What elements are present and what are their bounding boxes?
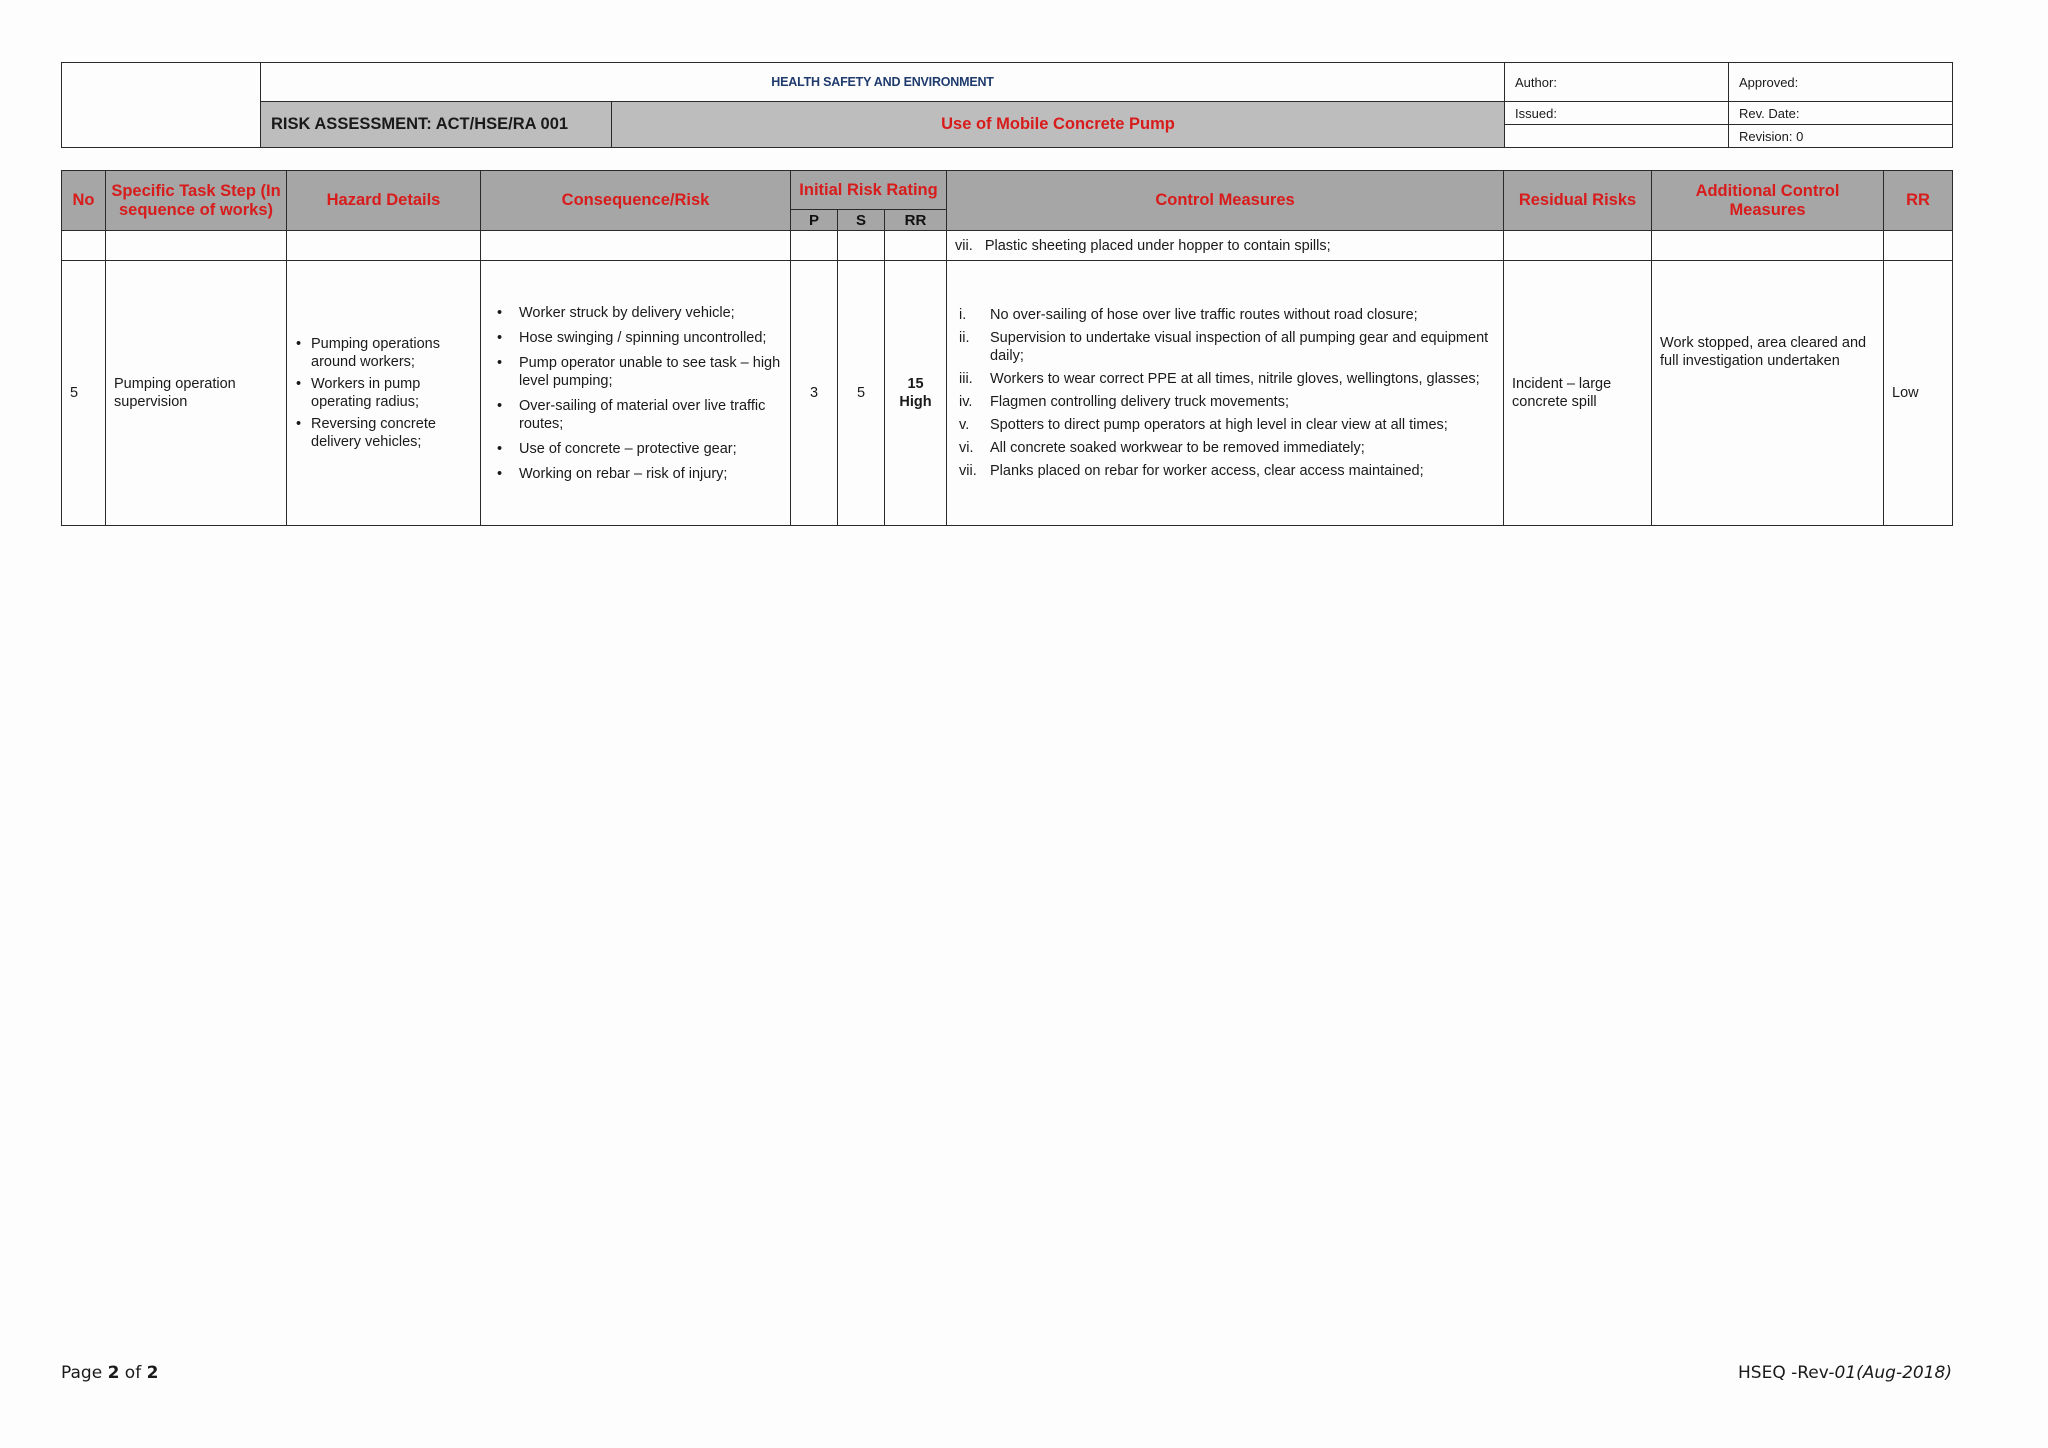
control-item: [955, 329, 1495, 365]
col-header-s: S: [838, 210, 885, 231]
consequence-item: • Hose swinging / spinning uncontrolled;: [489, 329, 782, 347]
control-numeral: ii.: [959, 330, 970, 346]
control-numeral: iii.: [959, 371, 973, 387]
consequence-item: • Over-sailing of material over live traffic routes;: [489, 397, 782, 433]
col-header-consequence: Consequence/Risk: [481, 171, 791, 231]
col-header-rr: RR: [885, 210, 947, 231]
control-text: No over-sailing of hose over live traffic routes without road closure;: [990, 307, 1418, 323]
row-number: 5: [62, 261, 106, 526]
col-header-rr-final: RR: [1884, 171, 1953, 231]
page-current: 2: [107, 1363, 120, 1383]
risk-assessment-table: [61, 170, 1953, 526]
initial-risk-rating: [885, 261, 947, 526]
col-header-no: No: [62, 171, 106, 231]
residual-rr: Low: [1884, 261, 1953, 526]
consequence-list: [489, 304, 782, 483]
risk-assessment-ref: RISK ASSESSMENT: ACT/HSE/RA 001: [261, 102, 612, 148]
consequence-item: • Worker struck by delivery vehicle;: [489, 304, 782, 322]
revision-field: Revision: 0: [1729, 125, 1953, 148]
hazard-item: • Pumping operations around workers;: [295, 335, 472, 371]
control-text: Spotters to direct pump operators at high level in clear view at all times;: [990, 417, 1448, 433]
hazard-item: • Reversing concrete delivery vehicles;: [295, 415, 472, 451]
hazard-list: [295, 335, 472, 451]
additional-control-measures: Work stopped, area cleared and full investigation undertaken: [1652, 261, 1884, 526]
table-row: [62, 261, 1953, 526]
author-field: Author:: [1505, 63, 1729, 102]
issued-value: [1505, 125, 1729, 148]
control-numeral: vi.: [959, 440, 974, 456]
control-numeral: vii.: [955, 237, 973, 254]
table-row: [62, 231, 1953, 261]
control-item: [955, 393, 1495, 411]
severity-value: 5: [838, 261, 885, 526]
logo-area: [62, 63, 261, 148]
control-item: [955, 439, 1495, 457]
document-header: [61, 62, 1953, 148]
department-title: HEALTH SAFETY AND ENVIRONMENT: [261, 63, 1505, 102]
rr-label: High: [899, 394, 932, 410]
document-code: HSEQ -Rev-01(Aug-2018): [1738, 1363, 1952, 1383]
approved-field: Approved:: [1729, 63, 1953, 102]
col-header-additional: Additional Control Measures: [1652, 171, 1884, 231]
issued-field: Issued:: [1505, 102, 1729, 125]
control-text: Workers to wear correct PPE at all times, nitrile gloves, wellingtons, glasses;: [990, 371, 1480, 387]
consequence-risk: [481, 261, 791, 526]
control-numeral: v.: [959, 417, 970, 433]
hazard-details: [287, 261, 481, 526]
control-item: [955, 462, 1495, 480]
control-text: Plastic sheeting placed under hopper to contain spills;: [984, 237, 1331, 254]
control-text: Supervision to undertake visual inspection of all pumping gear and equipment daily;: [990, 330, 1489, 364]
residual-risks: Incident – large concrete spill: [1504, 261, 1652, 526]
page-number: Page 2 of 2: [61, 1363, 159, 1383]
consequence-item: • Working on rebar – risk of injury;: [489, 465, 782, 483]
hazard-item: • Workers in pump operating radius;: [295, 375, 472, 411]
control-numeral: vii.: [959, 463, 977, 479]
rr-value: 15: [907, 376, 924, 392]
consequence-item: • Use of concrete – protective gear;: [489, 440, 782, 458]
page-total: 2: [146, 1363, 159, 1383]
control-text: Planks placed on rebar for worker access, clear access maintained;: [990, 463, 1424, 479]
control-item: [955, 416, 1495, 434]
continuation-control: [947, 231, 1504, 261]
control-text: All concrete soaked workwear to be removed immediately;: [990, 440, 1365, 456]
control-text: Flagmen controlling delivery truck movements;: [990, 394, 1289, 410]
control-item: [955, 306, 1495, 324]
control-list: [955, 306, 1495, 480]
consequence-item: • Pump operator unable to see task – high level pumping;: [489, 354, 782, 390]
rev-date-field: Rev. Date:: [1729, 102, 1953, 125]
control-measures: [947, 261, 1504, 526]
col-header-residual: Residual Risks: [1504, 171, 1652, 231]
task-title: Use of Mobile Concrete Pump: [612, 102, 1505, 148]
col-header-p: P: [791, 210, 838, 231]
control-item: [955, 370, 1495, 388]
col-header-control: Control Measures: [947, 171, 1504, 231]
control-numeral: i.: [959, 307, 967, 323]
control-numeral: iv.: [959, 394, 973, 410]
col-header-hazard: Hazard Details: [287, 171, 481, 231]
col-header-task-step: Specific Task Step (In sequence of works): [106, 171, 287, 231]
probability-value: 3: [791, 261, 838, 526]
task-step: Pumping operation supervision: [106, 261, 287, 526]
col-header-initial-risk: Initial Risk Rating: [791, 171, 947, 210]
